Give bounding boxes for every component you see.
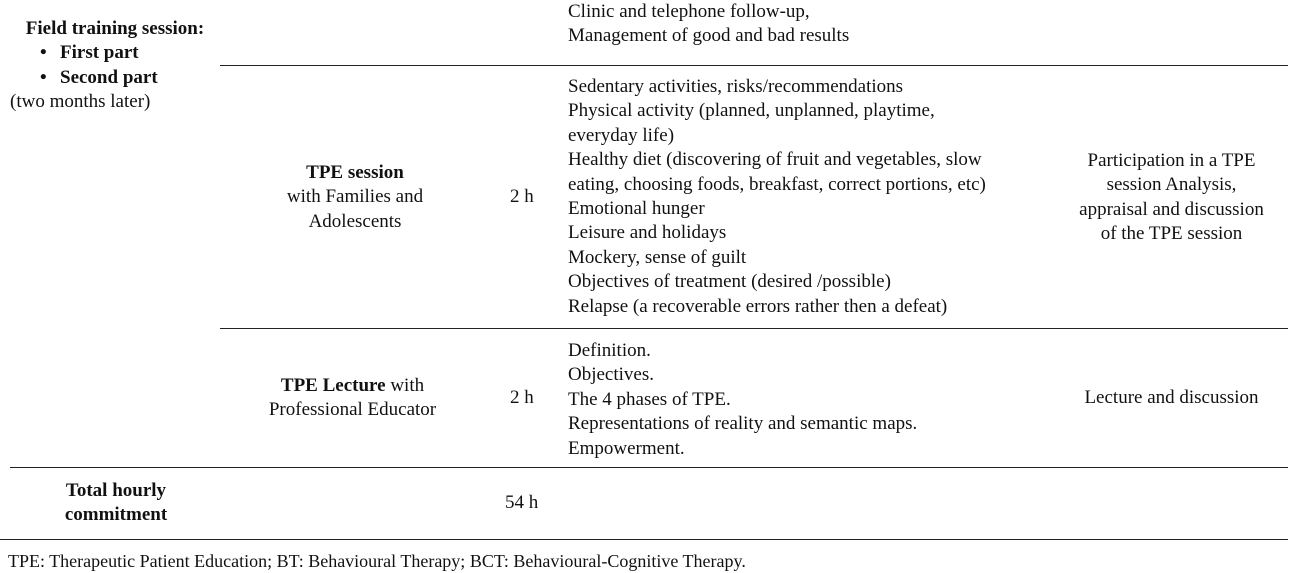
list-item: Definition.	[568, 340, 651, 361]
field-training-title: Field training session:	[25, 18, 205, 39]
total-label-line: Total hourly	[65, 480, 167, 501]
list-item: Empowerment.	[568, 437, 685, 459]
list-item: • First part	[32, 41, 220, 65]
list-item: Mockery, sense of guilt	[568, 246, 747, 268]
tpe-lecture-title: TPE Lecture	[280, 375, 386, 396]
field-training-note: (two months later)	[10, 91, 151, 113]
total-label	[20, 479, 212, 528]
list-item: Objectives.	[568, 364, 655, 386]
list-item: Sedentary activities, risks/recommendations	[568, 76, 904, 97]
tpe-lecture-contents	[568, 339, 917, 461]
list-item: Leisure and holidays	[568, 222, 727, 244]
tpe-lecture-title-suffix: with	[385, 375, 425, 396]
list-item: Clinic and telephone follow-up,	[568, 1, 810, 22]
tpe-session-subtitle-line: with Families and	[286, 186, 424, 208]
total-hours: 54 h	[505, 492, 539, 513]
table-bottom-rule	[0, 539, 1288, 540]
field-training-parts	[10, 41, 220, 90]
table-footnote: TPE: Therapeutic Patient Education; BT: Behavioural Therapy; BCT: Behavioural-Cognitive Therapy.	[8, 551, 746, 571]
list-item: Representations of reality and semantic maps.	[568, 413, 918, 435]
list-item: Objectives of treatment (desired /possible)	[568, 271, 891, 293]
top-row-contents	[568, 0, 849, 49]
list-item: Management of good and bad results	[568, 25, 850, 47]
tpe-lecture-method: Lecture and discussion	[1084, 387, 1259, 408]
row-divider-session	[220, 65, 1288, 66]
row-divider-total	[10, 467, 1288, 468]
list-item: everyday life)	[568, 124, 675, 146]
tpe-session-contents	[568, 75, 986, 319]
method-line: Participation in a TPE	[1087, 150, 1256, 171]
tpe-lecture-hours: 2 h	[510, 387, 534, 408]
method-line: session Analysis,	[1106, 174, 1237, 196]
total-label-line: commitment	[64, 504, 168, 526]
row-divider-lecture	[220, 328, 1288, 329]
list-item: Emotional hunger	[568, 198, 705, 220]
list-item: • Second part	[32, 66, 220, 90]
tpe-session-subtitle-line: Adolescents	[308, 210, 402, 232]
method-line: appraisal and discussion	[1079, 198, 1264, 220]
list-item: Relapse (a recoverable errors rather then a defeat)	[568, 295, 948, 317]
field-training-cell	[10, 17, 220, 115]
tpe-session-title: TPE session	[306, 162, 404, 183]
tpe-lecture-subtitle: Professional Educator	[268, 399, 437, 421]
list-item: eating, choosing foods, breakfast, correct portions, etc)	[568, 173, 986, 195]
tpe-lecture-title-line	[230, 374, 475, 398]
list-item: Physical activity (planned, unplanned, playtime,	[568, 100, 935, 122]
method-line: of the TPE session	[1100, 223, 1243, 245]
list-item: The 4 phases of TPE.	[568, 388, 731, 410]
tpe-session-title-cell	[240, 161, 470, 234]
list-item: Healthy diet (discovering of fruit and vegetables, slow	[568, 149, 982, 171]
tpe-session-method	[1055, 149, 1288, 247]
tpe-lecture-title-cell	[230, 374, 475, 423]
tpe-session-hours: 2 h	[510, 186, 534, 207]
